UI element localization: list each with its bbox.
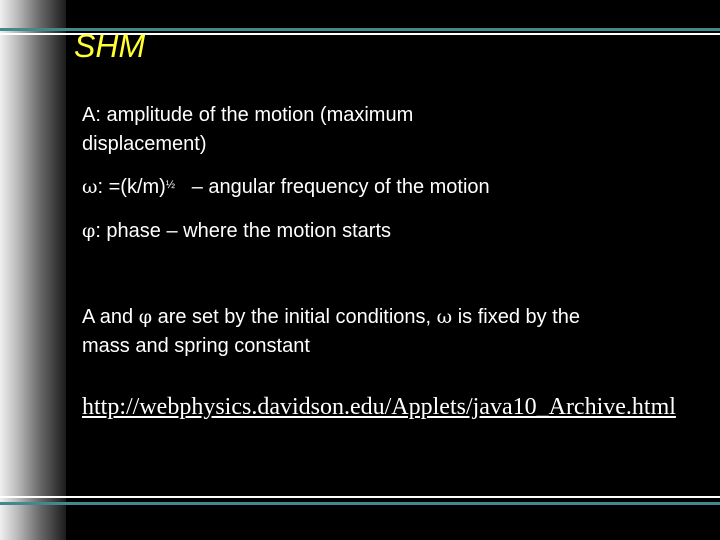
conditions-a: A and [82, 306, 139, 328]
bottom-rule-white [0, 496, 720, 498]
slide-title: SHM [74, 28, 146, 64]
conditions-phi-symbol: φ [138, 306, 153, 328]
omega-symbol: ω [82, 176, 98, 198]
omega-def-prefix: : =(k/m) [97, 176, 166, 198]
phi-symbol: φ [82, 220, 96, 242]
conditions-end: is fixed by the mass and spring constant [82, 306, 580, 357]
left-gradient-bar [0, 0, 66, 540]
applet-archive-link[interactable]: http://webphysics.davidson.edu/Applets/java10_Archive.html [82, 394, 676, 420]
amplitude-definition: A: amplitude of the motion (maximum displacement) [82, 104, 414, 155]
phi-def-text: : phase – where the motion starts [95, 220, 392, 242]
bottom-rule-teal [0, 502, 720, 505]
phi-definition [82, 217, 702, 246]
initial-conditions-note [82, 303, 602, 361]
omega-half-exponent: ½ [165, 179, 176, 191]
conditions-mid: are set by the initial conditions, [152, 306, 437, 328]
omega-definition [82, 173, 702, 202]
conditions-omega-symbol: ω [436, 306, 453, 328]
omega-def-suffix: – angular frequency of the motion [191, 176, 490, 198]
